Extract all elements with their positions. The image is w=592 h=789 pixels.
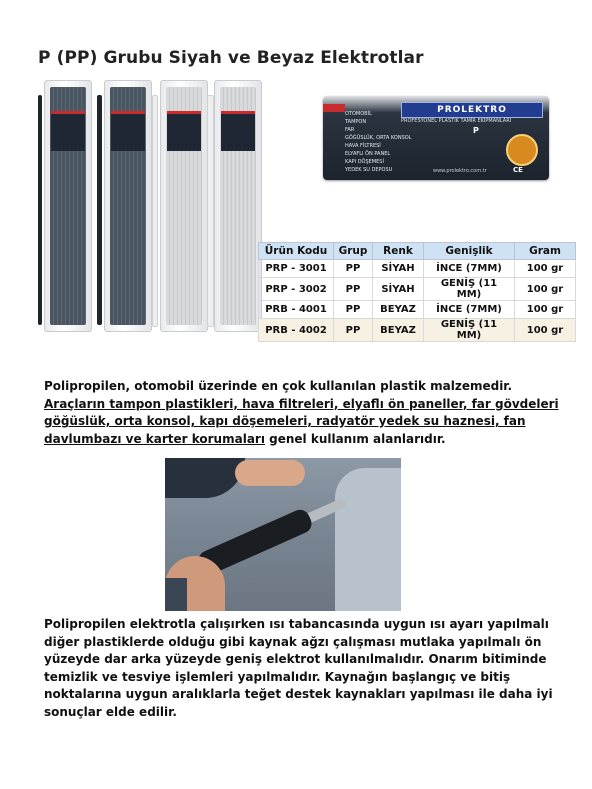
website-text: www.prolektro.com.tr — [433, 168, 487, 174]
usage-areas-underlined: Araçların tampon plastikleri, hava filtreleri, elyaflı ön paneller, far gövdeleri göğüslük, orta konsol, kapı döşemeleri, radyatör yedek su haznesi, fan davlumbazı ve karter korumaları — [44, 396, 559, 446]
table-cell: SİYAH — [373, 260, 424, 278]
usage-item: GÖĞÜSLÜK, ORTA KONSOL — [345, 135, 412, 141]
table-cell: PRB - 4002 — [259, 319, 334, 342]
sleeve — [165, 458, 245, 498]
table-header-row — [259, 243, 576, 260]
usage-item: FAR — [345, 127, 355, 133]
usage-item: ELYAFLI ÖN PANEL — [345, 151, 391, 157]
header-cell: Ürün Kodu — [259, 243, 334, 260]
usage-item: TAMPON — [345, 119, 367, 125]
sleeve — [165, 578, 187, 611]
table-cell: İNCE (7MM) — [424, 301, 515, 319]
table-cell: SİYAH — [373, 278, 424, 301]
table-cell: PRP - 3001 — [259, 260, 334, 278]
pack-label — [167, 111, 201, 151]
black-electrode-pack-wide — [104, 80, 152, 332]
white-electrode-pack-wide — [214, 80, 262, 332]
header-cell: Genişlik — [424, 243, 515, 260]
ce-mark: CE — [513, 166, 523, 174]
table-row — [259, 301, 576, 319]
table-cell: PP — [334, 301, 373, 319]
usage-item: HAVA FİLTRESİ — [345, 143, 381, 149]
table-cell: 100 gr — [515, 319, 576, 342]
loose-white-rod-wide — [207, 95, 214, 327]
table-row — [259, 319, 576, 342]
table-row — [259, 260, 576, 278]
table-cell: GENİŞ (11 MM) — [424, 319, 515, 342]
quality-seal-icon — [506, 134, 538, 166]
product-spec-table — [258, 242, 576, 342]
table-cell: PRP - 3002 — [259, 278, 334, 301]
loose-white-rod — [152, 95, 158, 327]
usage-intro: Polipropilen, otomobil üzerinde en çok kullanılan plastik malzemedir. — [44, 379, 513, 393]
usage-item: YEDEK SU DEPOSU — [345, 167, 393, 173]
brand-subtitle: PROFESYONEL PLASTİK TAMİR EKİPMANLARI — [401, 118, 512, 124]
pack-label — [111, 111, 145, 151]
table-cell: 100 gr — [515, 260, 576, 278]
table-cell: GENİŞ (11 MM) — [424, 278, 515, 301]
group-letter: P — [473, 126, 479, 135]
hand-holding-rod — [235, 460, 305, 486]
usage-paragraph — [44, 378, 564, 448]
brand-logo: PROLEKTRO — [401, 102, 543, 118]
loose-black-rod — [38, 95, 42, 325]
page-title: P (PP) Grubu Siyah ve Beyaz Elektrotlar — [38, 48, 424, 68]
table-cell: 100 gr — [515, 301, 576, 319]
usage-item: KAPI DÖŞEMESİ — [345, 159, 384, 165]
table-cell: PP — [334, 319, 373, 342]
table-cell: PP — [334, 260, 373, 278]
flag-stripe — [323, 104, 345, 112]
product-label — [323, 96, 549, 180]
usage-outro: genel kullanım alanlarıdır. — [264, 431, 446, 446]
table-cell: BEYAZ — [373, 301, 424, 319]
pack-label — [221, 111, 255, 151]
welding-photo — [165, 458, 401, 611]
header-cell: Renk — [373, 243, 424, 260]
bumper-part — [335, 468, 401, 611]
pack-label — [51, 111, 85, 151]
table-row — [259, 278, 576, 301]
header-cell: Grup — [334, 243, 373, 260]
table-cell: BEYAZ — [373, 319, 424, 342]
table-cell: 100 gr — [515, 278, 576, 301]
white-electrode-pack-thin — [160, 80, 208, 332]
usage-list — [345, 110, 411, 174]
header-cell: Gram — [515, 243, 576, 260]
instructions-paragraph: Polipropilen elektrotla çalışırken ısı tabancasında uygun ısı ayarı yapılmalı diğer plastiklerde olduğu gibi kaynak ağzı çalışması mutlaka yapılmalı ön yüzeyde dar arka yüzeyde geniş elektrot kullanılmalıdır. Onarım bitiminde temizlik ve tesviye işlemleri yapılmalıdır. Kaynağın başlangıç ve bitiş noktalarına uygun aralıklarla teğet destek kaynakları yapılması ile daha iyi sonuçlar elde edilir. — [44, 617, 553, 719]
table-cell: PP — [334, 278, 373, 301]
table-cell: PRB - 4001 — [259, 301, 334, 319]
usage-item: OTOMOBİL — [345, 111, 372, 117]
black-electrode-pack-thin — [44, 80, 92, 332]
table-cell: İNCE (7MM) — [424, 260, 515, 278]
loose-black-rod-wide — [97, 95, 102, 325]
